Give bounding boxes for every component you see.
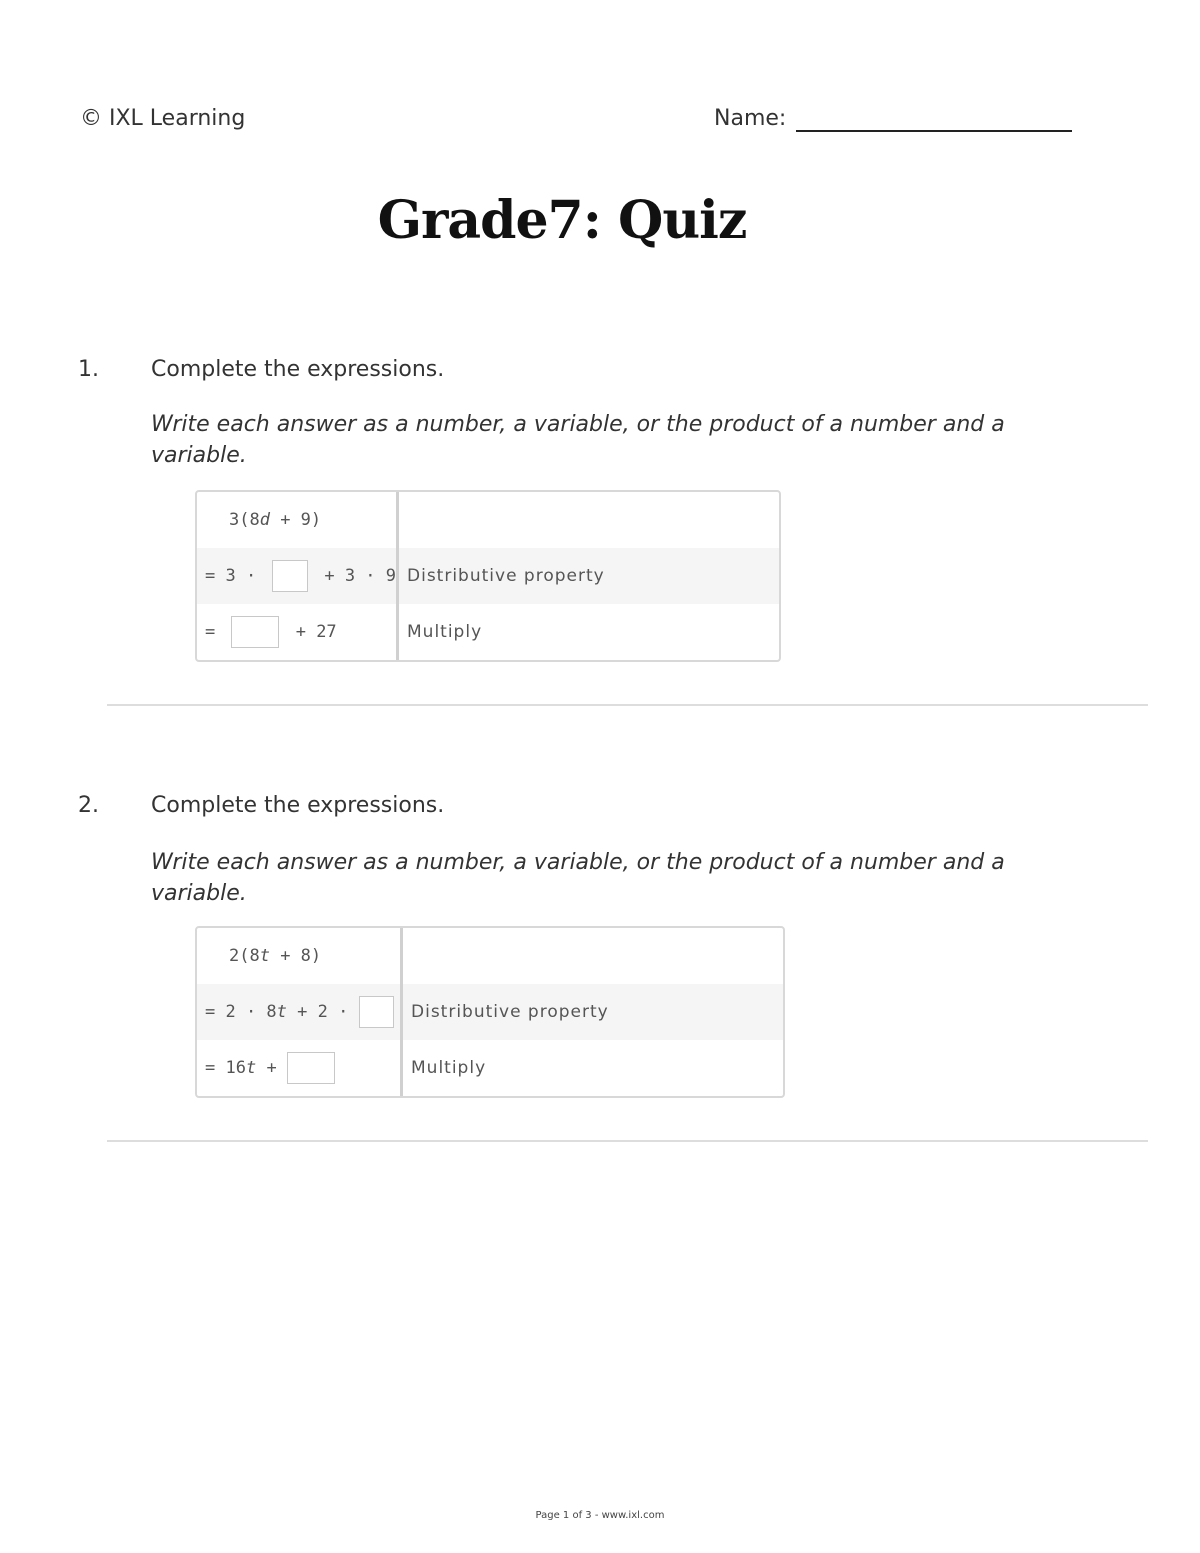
expression-text: = 3 ·: [205, 566, 267, 586]
step-reason: Distributive property: [411, 1002, 609, 1022]
step-reason: Multiply: [411, 1058, 487, 1078]
expression-variable: t: [245, 1058, 257, 1078]
expression-text: + 3 · 9: [314, 566, 396, 586]
step-reason: [403, 928, 783, 984]
answer-box[interactable]: [272, 560, 308, 592]
expression-text: + 9): [269, 510, 322, 530]
expression-variable: d: [259, 510, 270, 530]
expression-step: [197, 928, 403, 984]
question-instruction: Write each answer as a number, a variable, or the product of a number and a variable.: [151, 850, 1005, 906]
expression-row: [197, 604, 779, 660]
expression-text: + 27: [285, 622, 337, 642]
expression-step: [197, 984, 403, 1040]
expression-text: = 16: [205, 1058, 246, 1078]
question-instruction: Write each answer as a number, a variable, or the product of a number and a variable.: [151, 412, 1005, 468]
expression-step: [197, 1040, 403, 1096]
expression-variable: t: [276, 1002, 287, 1022]
expression-text: +: [256, 1058, 287, 1078]
expression-text: 2(8: [229, 946, 260, 966]
expression-step: [197, 548, 399, 604]
name-label: Name:: [714, 106, 787, 131]
expression-table: [195, 490, 781, 662]
step-reason: Distributive property: [407, 566, 605, 586]
page-title: Grade7: Quiz: [377, 190, 747, 251]
copyright-text: © IXL Learning: [80, 106, 246, 131]
expression-text: + 2 ·: [286, 1002, 359, 1022]
expression-text: =: [205, 622, 226, 642]
expression-row: [197, 984, 783, 1040]
expression-row: [197, 1040, 783, 1096]
page-footer: Page 1 of 3 - www.ixl.com: [535, 1510, 665, 1521]
expression-table: [195, 926, 785, 1098]
question-prompt: Complete the expressions.: [151, 357, 445, 382]
expression-row: [197, 928, 783, 984]
question-divider: [107, 1140, 1148, 1142]
step-reason: Multiply: [407, 622, 483, 642]
expression-text: 3(8: [229, 510, 260, 530]
answer-box[interactable]: [287, 1052, 335, 1084]
expression-text: + 8): [269, 946, 322, 966]
expression-step: [197, 604, 399, 660]
name-input-line[interactable]: [796, 130, 1072, 132]
step-reason: [399, 492, 779, 548]
expression-text: = 2 · 8: [205, 1002, 277, 1022]
question-number: 1.: [78, 357, 99, 382]
question-divider: [107, 704, 1148, 706]
expression-step: [197, 492, 399, 548]
expression-variable: t: [259, 946, 270, 966]
expression-row: [197, 492, 779, 548]
question-prompt: Complete the expressions.: [151, 793, 445, 818]
question-number: 2.: [78, 793, 99, 818]
expression-row: [197, 548, 779, 604]
answer-box[interactable]: [359, 996, 394, 1028]
answer-box[interactable]: [231, 616, 279, 648]
